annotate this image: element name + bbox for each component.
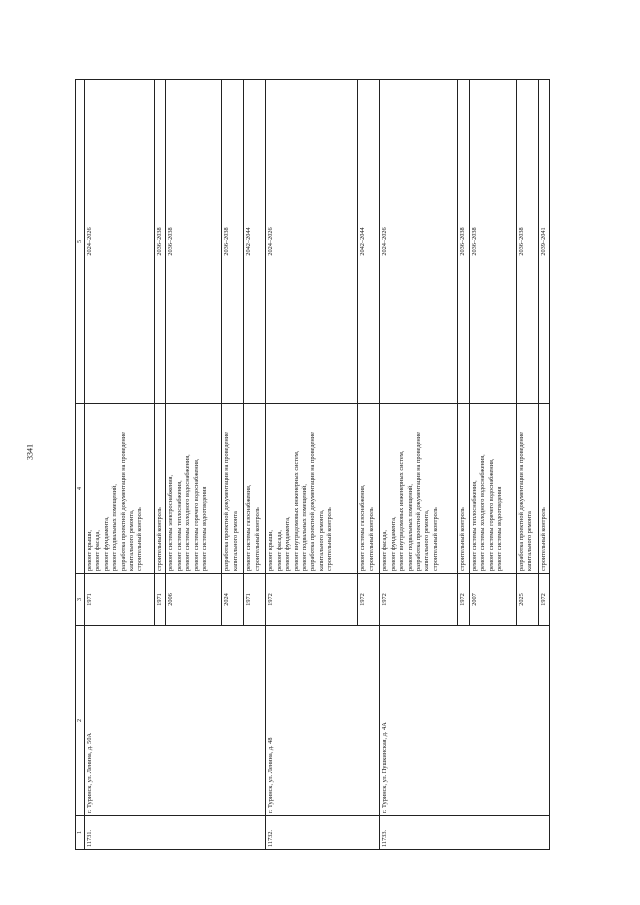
work-item: разработка проектной документации на проведение капитального ремонта (517, 432, 534, 571)
commission-year: 1971 (85, 574, 155, 626)
work-item: разработка проектной документации на проведение капитального ремонта, (415, 432, 431, 571)
work-item: ремонт фундамента, (284, 516, 292, 571)
works-cell (85, 404, 155, 574)
work-item: ремонт системы теплоснабжения, (175, 480, 183, 571)
work-item: ремонт системы водоотведения (496, 486, 504, 571)
work-item: строительный контроль (539, 507, 547, 571)
commission-year: 1971 (244, 574, 266, 626)
work-item: разработка проектной документации на проведение капитального ремонта, (119, 432, 136, 571)
work-item: ремонт системы водоотведения (201, 486, 209, 571)
entry-number: 11733. (380, 816, 550, 850)
work-item: строительный контроль (431, 507, 439, 571)
work-item: ремонт фасада, (381, 530, 389, 571)
commission-year: 1971 (155, 574, 166, 626)
work-item: ремонт фундамента, (389, 516, 397, 571)
work-item: ремонт системы холодного водоснабжения, (184, 454, 192, 571)
table-row (380, 80, 458, 850)
work-item: строительный контроль (459, 507, 467, 571)
repair-period: 2036–2038 (222, 80, 244, 404)
work-item: строительный контроль (136, 507, 144, 571)
commission-year: 2025 (516, 574, 538, 626)
commission-year: 1972 (380, 574, 458, 626)
entry-address: г. Туринск, ул. Ленина, д. 48 (266, 626, 380, 816)
commission-year: 2024 (222, 574, 244, 626)
column-header: 5 (76, 80, 85, 404)
work-item: ремонт фундамента, (102, 516, 110, 571)
work-item: ремонт системы газоснабжения, (359, 484, 367, 571)
column-header: 4 (76, 404, 85, 574)
repair-period: 2036–2038 (469, 80, 516, 404)
work-item: ремонт системы горячего водоснабжения, (192, 458, 200, 571)
works-cell (222, 404, 244, 574)
table-row (266, 80, 358, 850)
repair-period: 2024–2026 (266, 80, 358, 404)
work-item: ремонт крыши, (86, 529, 93, 571)
works-cell (244, 404, 266, 574)
work-item: строительный контроль (253, 507, 261, 571)
repair-period: 2042–2044 (358, 80, 380, 404)
works-cell (166, 404, 222, 574)
works-cell (266, 404, 358, 574)
entry-number: 11732. (266, 816, 380, 850)
commission-year: 2007 (469, 574, 516, 626)
commission-year: 1972 (538, 574, 549, 626)
commission-year: 1972 (458, 574, 469, 626)
work-item: разработка проектной документации на проведение капитального ремонта (223, 432, 239, 571)
commission-year: 1972 (358, 574, 380, 626)
work-item: строительный контроль (326, 507, 334, 571)
work-item: ремонт системы холодного водоснабжения, (479, 454, 487, 571)
entry-address: г. Туринск, ул. Пушкинская, д. 4А (380, 626, 550, 816)
repair-period: 2036–2038 (516, 80, 538, 404)
works-cell (516, 404, 538, 574)
work-item: ремонт подвальных помещений, (406, 484, 414, 571)
work-item: ремонт внутридомовых инженерных систем, (398, 450, 406, 571)
repair-period: 2036–2038 (155, 80, 166, 404)
work-item: ремонт внутридомовых инженерных систем, (292, 450, 300, 571)
repair-period: 2042–2044 (244, 80, 266, 404)
rotated-table-frame (75, 80, 605, 850)
repair-period: 2024–2026 (85, 80, 155, 404)
works-cell (458, 404, 469, 574)
column-header: 3 (76, 574, 85, 626)
work-item: строительный контроль (367, 507, 375, 571)
works-cell (155, 404, 166, 574)
works-cell (380, 404, 458, 574)
work-item: ремонт системы электроснабжения, (167, 474, 175, 571)
works-cell (538, 404, 549, 574)
commission-year: 2006 (166, 574, 222, 626)
work-item: ремонт крыши, (267, 529, 275, 571)
entry-number: 11731. (85, 816, 266, 850)
work-item: ремонт системы газоснабжения, (245, 484, 253, 571)
work-item: ремонт подвальных помещений, (301, 484, 309, 571)
table-row (85, 80, 155, 850)
repair-schedule-table (75, 79, 550, 850)
repair-period: 2036–2038 (458, 80, 469, 404)
commission-year: 1972 (266, 574, 358, 626)
entry-address: г. Туринск, ул. Ленина, д. 50А (85, 626, 266, 816)
work-item: ремонт системы теплоснабжения, (470, 480, 478, 571)
page-number: 3341 (25, 444, 35, 460)
works-cell (469, 404, 516, 574)
works-cell (358, 404, 380, 574)
work-item: ремонт фасада, (94, 530, 102, 571)
work-item: ремонт фасада, (275, 530, 283, 571)
column-header: 2 (76, 626, 85, 816)
work-item: ремонт системы горячего водоснабжения, (487, 458, 495, 571)
column-header: 1 (76, 816, 85, 850)
work-item: разработка проектной документации на проведение капитального ремонта, (309, 432, 325, 571)
column-header-row (76, 80, 85, 850)
work-item: строительный контроль (156, 507, 163, 571)
repair-period: 2024–2026 (380, 80, 458, 404)
repair-period: 2036–2038 (166, 80, 222, 404)
work-item: ремонт подвальных помещений, (111, 484, 119, 571)
repair-period: 2039–2041 (538, 80, 549, 404)
